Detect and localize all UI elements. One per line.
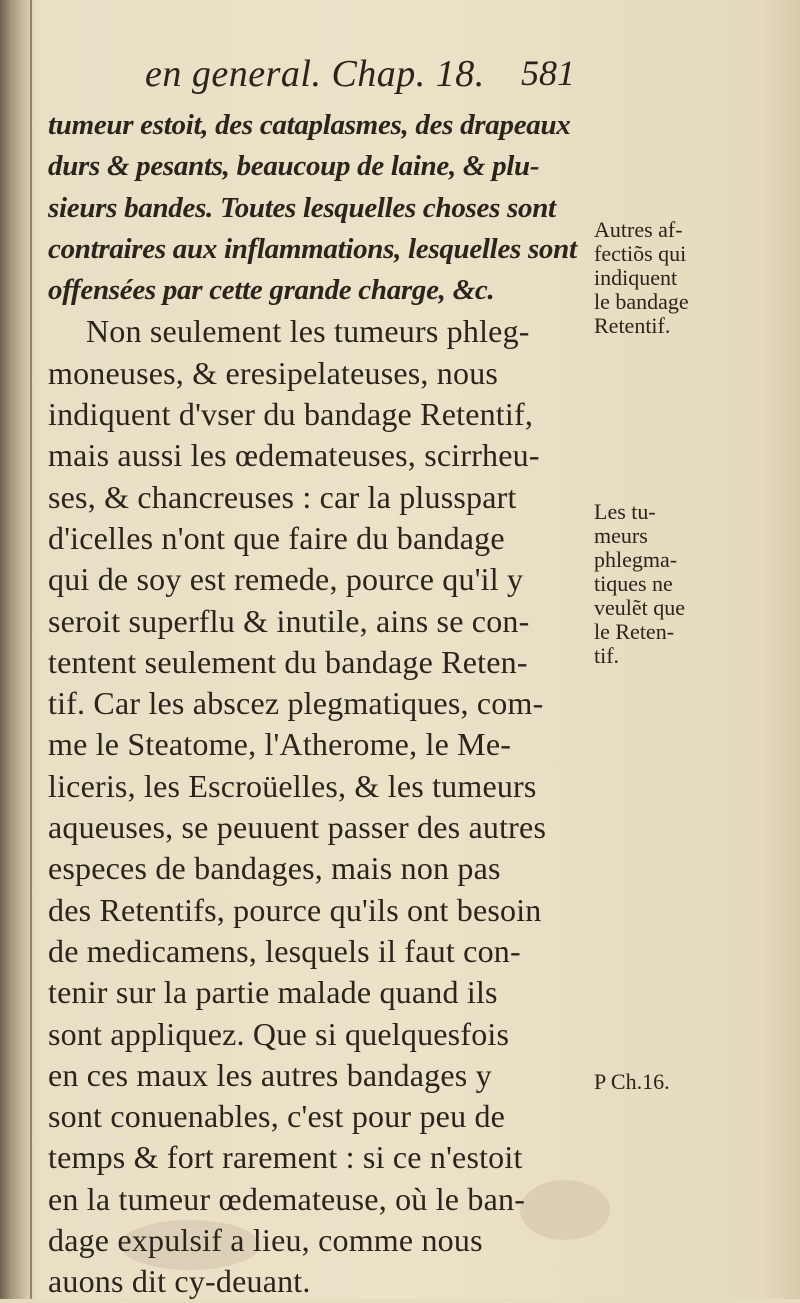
- text-line: tumeur estoit, des cataplasmes, des drapeaux: [48, 109, 571, 141]
- gutter-line: [30, 0, 32, 1299]
- margin-note-autres-affections: [594, 218, 794, 338]
- text-line: me le Steatome, l'Atherome, le Me-: [48, 726, 512, 763]
- page-header: [145, 52, 575, 102]
- text-line: seroit superflu & inutile, ains se con-: [48, 602, 530, 639]
- margin-note-line: P Ch.16.: [594, 1069, 670, 1094]
- margin-note-line: Retentif.: [594, 313, 671, 338]
- running-head: en general. Chap. 18.: [145, 53, 485, 95]
- text-line: sont appliquez. Que si quelquesfois: [48, 1015, 510, 1052]
- text-line: tentent seulement du bandage Reten-: [48, 643, 528, 680]
- text-line: tenir sur la partie malade quand ils: [48, 974, 498, 1011]
- text-line: d'icelles n'ont que faire du bandage: [48, 519, 505, 556]
- margin-note-line: phlegma-: [594, 547, 678, 572]
- margin-note-line: indiquent: [594, 265, 678, 290]
- book-binding-shadow: [0, 0, 34, 1299]
- margin-note-line: fectiõs qui: [594, 241, 687, 266]
- margin-note-line: le bandage: [594, 289, 689, 314]
- text-line: qui de soy est remede, pource qu'il y: [48, 561, 524, 598]
- text-line: de medicamens, lesquels il faut con-: [48, 932, 521, 969]
- text-line: en la tumeur œdemateuse, où le ban-: [48, 1180, 526, 1217]
- text-line: aqueuses, se peuuent passer des autres: [48, 809, 547, 846]
- text-line: durs & pesants, beaucoup de laine, & plu-: [48, 150, 540, 183]
- margin-note-chapter-ref: [594, 1070, 794, 1094]
- margin-note-line: Autres af-: [594, 217, 683, 242]
- text-line: dage expulsif a lieu, comme nous: [48, 1222, 483, 1259]
- text-line: en ces maux les autres bandages y: [48, 1056, 492, 1093]
- text-line: tif. Car les abscez plegmatiques, com-: [48, 685, 544, 722]
- text-line: ses, & chancreuses : car la plusspart: [48, 478, 517, 515]
- margin-note-tumeurs-phlegmatiques: [594, 500, 794, 668]
- text-line: mais aussi les œdemateuses, scirrheu-: [48, 437, 540, 474]
- margin-note-line: tiques ne: [594, 571, 673, 596]
- text-line: sieurs bandes. Toutes lesquelles choses sont: [48, 191, 556, 224]
- margin-note-line: tif.: [594, 643, 620, 668]
- text-line: especes de bandages, mais non pas: [48, 850, 501, 887]
- text-line: contraires aux inflammations, lesquelles sont: [48, 232, 577, 265]
- margin-note-line: veulẽt que: [594, 595, 686, 620]
- margin-note-line: le Reten-: [594, 619, 675, 644]
- text-line: indiquent d'vser du bandage Retentif,: [48, 396, 534, 433]
- page-number: 581: [521, 53, 575, 93]
- text-line: temps & fort rarement : si ce n'estoit: [48, 1139, 523, 1176]
- text-line: auons dit cy-deuant.: [48, 1263, 311, 1300]
- main-text: [48, 105, 588, 1303]
- text-line: des Retentifs, pource qu'ils ont besoin: [48, 891, 542, 928]
- margin-note-line: Les tu-: [594, 499, 656, 524]
- text-line: moneuses, & eresipelateuses, nous: [48, 354, 499, 391]
- text-line: liceris, les Escroüelles, & les tumeurs: [48, 767, 537, 804]
- text-line: sont conuenables, c'est pour peu de: [48, 1098, 506, 1135]
- text-line: offensées par cette grande charge, &c.: [48, 274, 495, 307]
- margin-note-line: meurs: [594, 523, 648, 548]
- text-line: Non seulement les tumeurs phleg-: [86, 313, 530, 350]
